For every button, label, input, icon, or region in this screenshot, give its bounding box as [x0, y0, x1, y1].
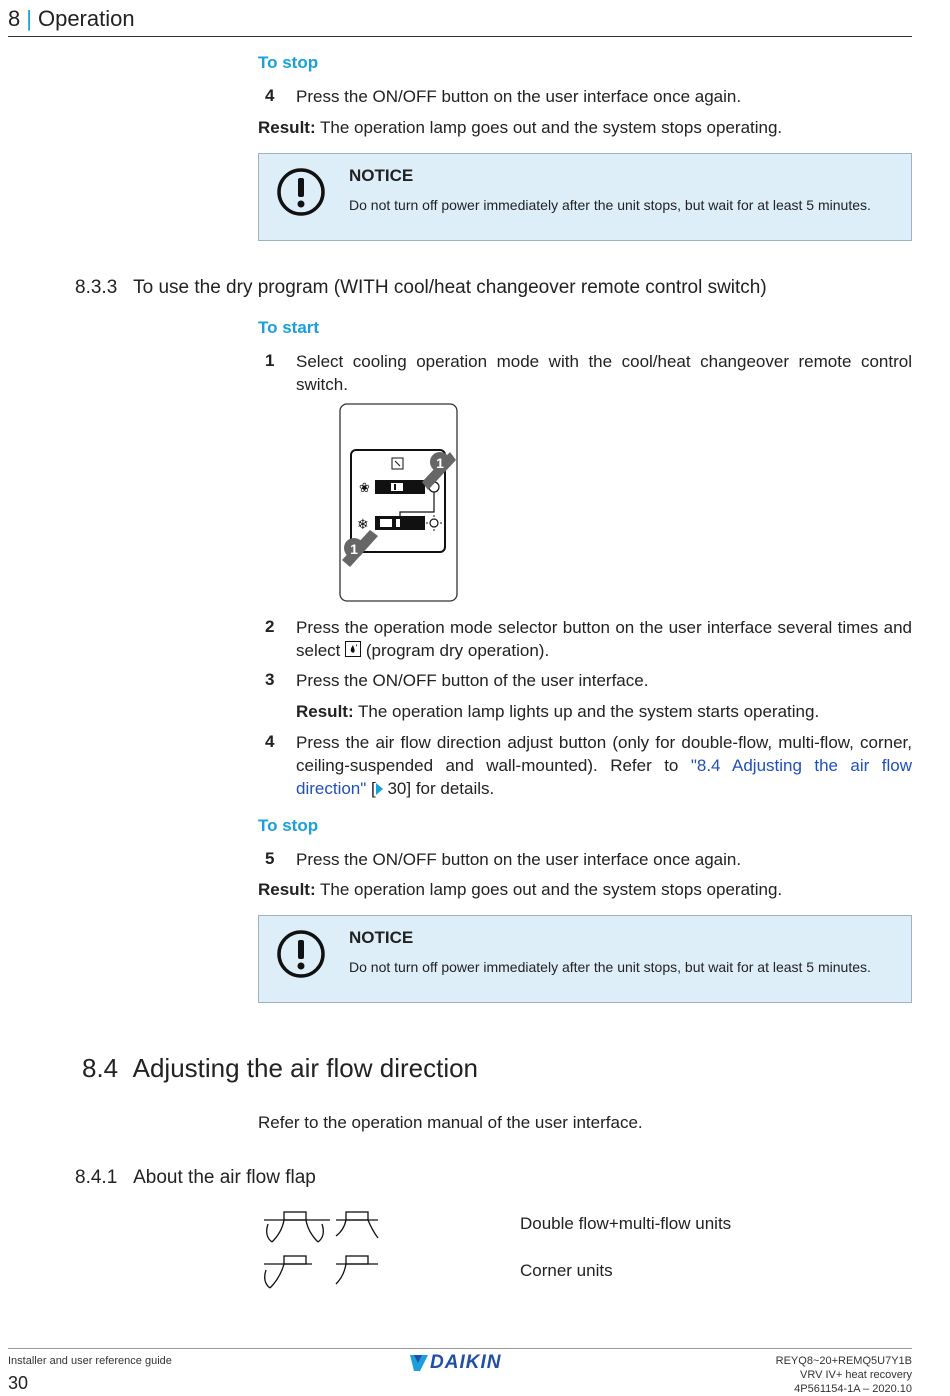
step-text-part: [ [366, 779, 376, 798]
chapter-number: 8 [8, 6, 21, 31]
step-text: Press the ON/OFF button on the user interface once again. [296, 850, 742, 869]
model-code: REYQ8~20+REMQ5U7Y1B [775, 1355, 912, 1367]
notice-box [258, 153, 912, 241]
product-name: VRV IV+ heat recovery [800, 1369, 912, 1381]
result-line [258, 116, 912, 139]
notice-title: NOTICE [349, 166, 414, 185]
step-text-part: 30] for details. [382, 779, 495, 798]
section-title: To use the dry program (WITH cool/heat changeover remote control switch) [133, 277, 767, 298]
step-text [296, 731, 912, 800]
footer-rule [8, 1348, 912, 1349]
brand-name: DAIKIN [430, 1352, 502, 1373]
step-text-part: (program dry operation). [361, 641, 550, 660]
result-label: Result: [258, 880, 316, 899]
callout-number: 1 [436, 455, 444, 471]
corner-flap-illustration [262, 1252, 382, 1294]
step-number: 3 [265, 670, 275, 689]
notice-text: Do not turn off power immediately after the unit stops, but wait for at least 5 minutes. [349, 959, 871, 975]
svg-text:❀: ❀ [359, 481, 370, 496]
step-text: Press the ON/OFF button of the user interface. [296, 671, 649, 690]
section-body: Refer to the operation manual of the user interface. [258, 1113, 643, 1132]
footer-doc-title: Installer and user reference guide [8, 1355, 172, 1367]
dry-mode-icon [345, 641, 361, 657]
to-stop-heading: To stop [258, 53, 319, 72]
step-number: 1 [265, 351, 275, 370]
step-number: 4 [265, 86, 275, 105]
document-code: 4P561154-1A – 2020.10 [794, 1383, 912, 1395]
section-heading-841 [75, 1167, 316, 1189]
header-separator: | [26, 6, 32, 31]
step-text-part: Press the operation mode selector button on the user interface several times and select [296, 618, 912, 660]
result-line [258, 878, 912, 901]
result-label: Result: [258, 118, 316, 137]
step-text: Press the ON/OFF button on the user interface once again. [296, 87, 742, 106]
daikin-logo [408, 1352, 501, 1374]
section-title: About the air flow flap [133, 1167, 316, 1188]
to-stop-heading: To stop [258, 816, 319, 835]
changeover-switch-illustration [338, 402, 460, 604]
section-number: 8.4 [82, 1053, 119, 1083]
result-text: The operation lamp goes out and the system stops operating. [315, 118, 783, 137]
notice-title: NOTICE [349, 928, 414, 947]
step-text [296, 616, 912, 662]
notice-text: Do not turn off power immediately after the unit stops, but wait for at least 5 minutes. [349, 197, 871, 213]
exclamation-icon [276, 929, 326, 979]
step-text-part: Press the air flow direction adjust button (only for double-flow, multi-flow, corner, ceiling-suspended and wall-mounted). Refer to [296, 733, 912, 775]
footer-model-info [776, 1354, 912, 1396]
step-text: Select cooling operation mode with the cool/heat changeover remote control switch. [296, 352, 912, 394]
page-arrow-icon [376, 783, 383, 795]
result-label: Result: [296, 702, 354, 721]
section-title: Adjusting the air flow direction [132, 1053, 479, 1083]
notice-box [258, 915, 912, 1003]
result-line [296, 700, 912, 723]
callout-number: 1 [350, 541, 358, 557]
section-heading-833 [75, 277, 767, 299]
flap-row-label: Corner units [520, 1261, 613, 1280]
page-header [8, 6, 135, 32]
section-number: 8.4.1 [75, 1167, 118, 1188]
step-number: 2 [265, 617, 275, 636]
chapter-title: Operation [37, 6, 135, 31]
section-number: 8.3.3 [75, 277, 118, 298]
header-rule [8, 36, 912, 37]
page-number: 30 [8, 1373, 29, 1393]
cross-reference-link[interactable]: "8.4 Adjusting the air flow direction" [296, 756, 912, 798]
double-flow-flap-illustration [262, 1208, 382, 1248]
to-start-heading: To start [258, 318, 320, 337]
section-heading-84 [82, 1053, 478, 1084]
result-text: The operation lamp goes out and the system stops operating. [315, 880, 783, 899]
step-number: 4 [265, 732, 275, 751]
flap-row-label: Double flow+multi-flow units [520, 1214, 732, 1233]
daikin-logo-mark [408, 1353, 430, 1373]
svg-text:❄: ❄ [357, 517, 369, 533]
step-number: 5 [265, 849, 275, 868]
result-text: The operation lamp lights up and the system starts operating. [353, 702, 820, 721]
exclamation-icon [276, 167, 326, 217]
